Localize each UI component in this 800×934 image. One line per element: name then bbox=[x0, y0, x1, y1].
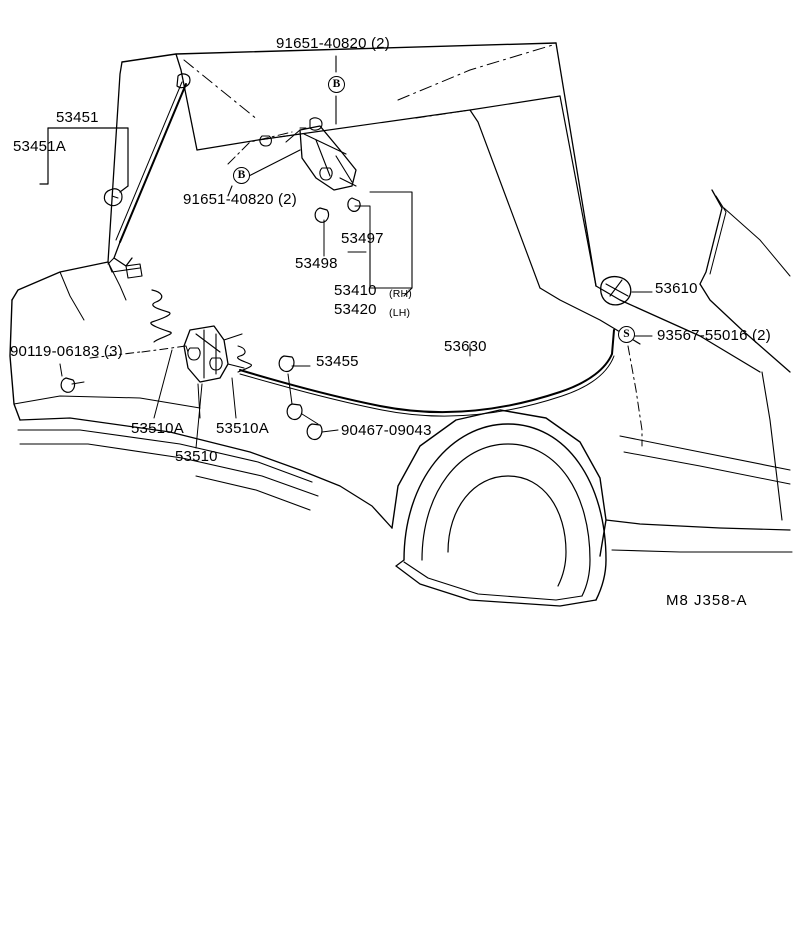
callout-53498: 53498 bbox=[295, 255, 338, 272]
suffix-rh: (RH) bbox=[389, 288, 412, 300]
callout-91651-40820-top: 91651-40820 (2) bbox=[276, 35, 390, 52]
marker-b-top: B bbox=[328, 76, 345, 93]
callout-53510: 53510 bbox=[175, 448, 218, 465]
callout-53610: 53610 bbox=[655, 280, 698, 297]
callout-93567-55016: 93567-55016 (2) bbox=[657, 327, 771, 344]
callout-53630: 53630 bbox=[444, 338, 487, 355]
callout-91651-40820-left: 91651-40820 (2) bbox=[183, 191, 297, 208]
marker-b-left: B bbox=[233, 167, 250, 184]
suffix-lh: (LH) bbox=[389, 307, 411, 319]
callout-90119-06183: 90119-06183 (3) bbox=[10, 343, 123, 360]
callout-53410: 53410 bbox=[334, 282, 377, 299]
callout-53510a-right: 53510A bbox=[216, 420, 269, 437]
sheet-code: M8 J358-A bbox=[666, 592, 748, 609]
marker-s: S bbox=[618, 326, 635, 343]
callout-53420: 53420 bbox=[334, 301, 377, 318]
callout-53451: 53451 bbox=[56, 109, 99, 126]
callout-90467-09043: 90467-09043 bbox=[341, 422, 432, 439]
callout-53451a: 53451A bbox=[13, 138, 66, 155]
callout-53497: 53497 bbox=[341, 230, 384, 247]
callout-53510a-left: 53510A bbox=[131, 420, 184, 437]
callout-53455: 53455 bbox=[316, 353, 359, 370]
